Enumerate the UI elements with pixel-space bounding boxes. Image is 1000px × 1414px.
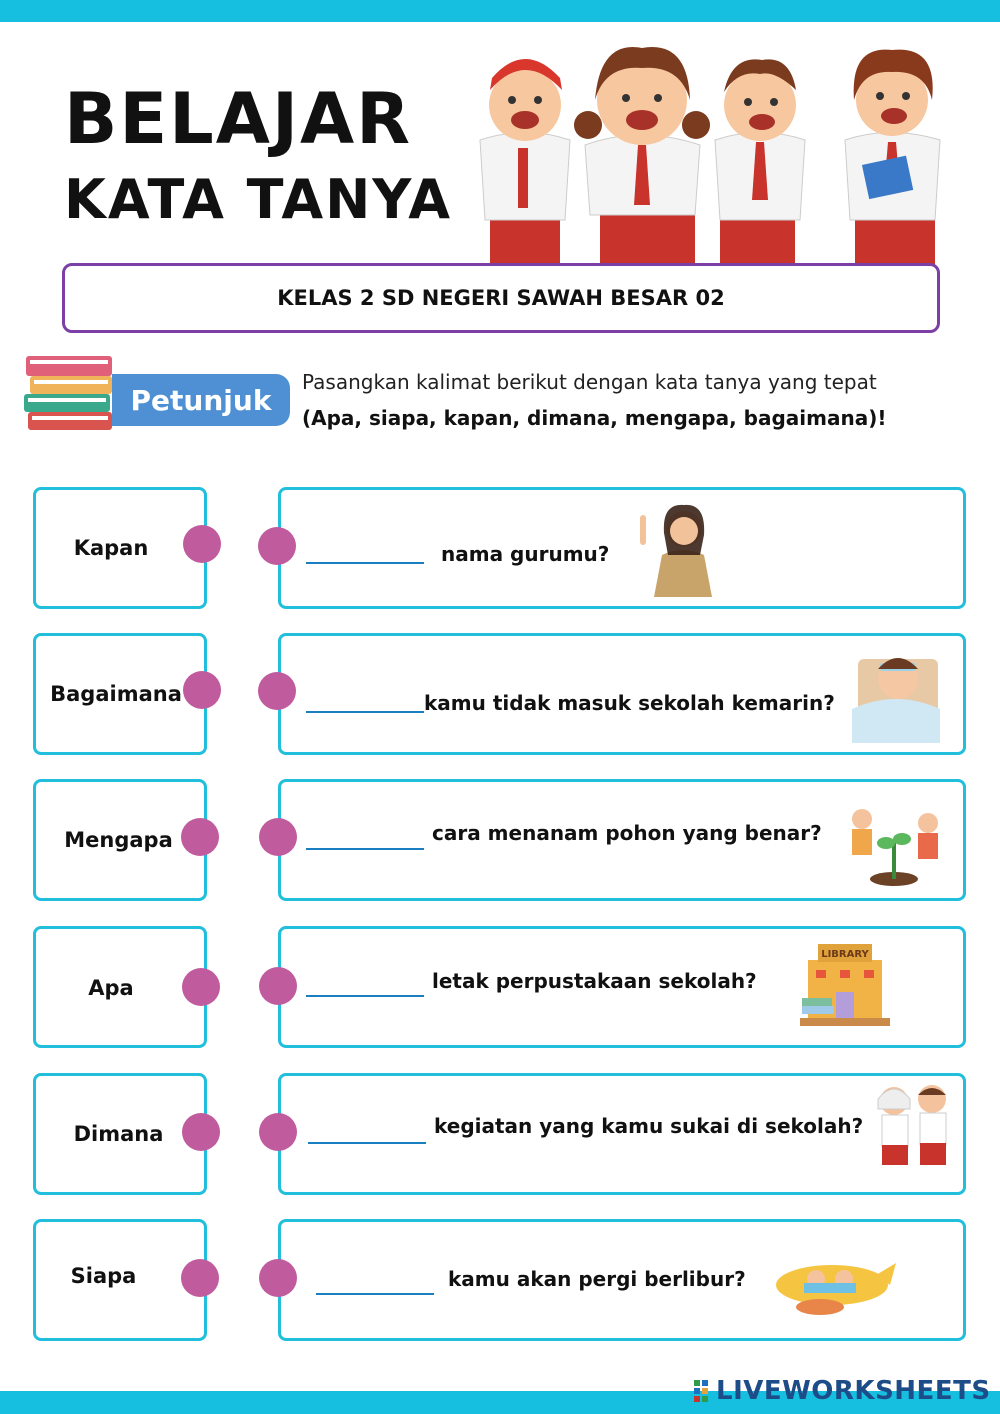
instruction-line2: (Apa, siapa, kapan, dimana, mengapa, bagaimana)! bbox=[302, 406, 887, 430]
blank-line bbox=[308, 1142, 426, 1144]
answer-word: Dimana bbox=[73, 1122, 164, 1146]
right-connector-dot[interactable] bbox=[258, 672, 296, 710]
question-text: cara menanam pohon yang benar? bbox=[432, 821, 822, 845]
left-connector-dot[interactable] bbox=[182, 1113, 220, 1151]
answer-box-kapan[interactable] bbox=[33, 487, 207, 609]
answer-word: Kapan bbox=[73, 536, 149, 560]
blank-line bbox=[306, 711, 424, 713]
answer-word: Apa bbox=[88, 976, 134, 1000]
question-box bbox=[278, 487, 966, 609]
sick-child-icon bbox=[848, 639, 944, 745]
right-connector-dot[interactable] bbox=[259, 818, 297, 856]
liveworksheets-logo-text: LIVEWORKSHEETS bbox=[716, 1376, 991, 1406]
liveworksheets-logo-icon bbox=[694, 1380, 716, 1402]
answer-box-bagaimana[interactable] bbox=[33, 633, 207, 755]
answer-box-apa[interactable] bbox=[33, 926, 207, 1048]
blank-line bbox=[306, 995, 424, 997]
match-row-5 bbox=[0, 1073, 1000, 1195]
left-connector-dot[interactable] bbox=[183, 671, 221, 709]
question-text: nama gurumu? bbox=[441, 542, 610, 566]
match-row-4 bbox=[0, 926, 1000, 1048]
library-sign-text: LIBRARY bbox=[821, 949, 869, 960]
right-connector-dot[interactable] bbox=[259, 1113, 297, 1151]
students-illustration bbox=[470, 30, 960, 265]
books-icon bbox=[22, 348, 122, 438]
students-icon bbox=[868, 1079, 960, 1179]
answer-word: Bagaimana bbox=[50, 682, 182, 706]
match-row-3 bbox=[0, 779, 1000, 901]
planting-kids-icon bbox=[836, 803, 952, 889]
match-row-2 bbox=[0, 633, 1000, 755]
match-row-6 bbox=[0, 1219, 1000, 1341]
match-row-1 bbox=[0, 487, 1000, 609]
instruction-line1: Pasangkan kalimat berikut dengan kata tanya yang tepat bbox=[302, 370, 877, 394]
left-connector-dot[interactable] bbox=[181, 818, 219, 856]
page-title-line1: BELAJAR bbox=[64, 78, 413, 160]
teacher-icon bbox=[632, 495, 732, 597]
left-connector-dot[interactable] bbox=[183, 525, 221, 563]
question-text: kamu akan pergi berlibur? bbox=[448, 1267, 746, 1291]
blank-line bbox=[316, 1293, 434, 1295]
class-label-box bbox=[62, 263, 940, 333]
right-connector-dot[interactable] bbox=[259, 967, 297, 1005]
airplane-icon bbox=[770, 1255, 898, 1321]
answer-word: Mengapa bbox=[64, 828, 173, 852]
left-connector-dot[interactable] bbox=[181, 1259, 219, 1297]
question-text: kamu tidak masuk sekolah kemarin? bbox=[424, 691, 835, 715]
petunjuk-label: Petunjuk bbox=[130, 383, 272, 417]
blank-line bbox=[306, 848, 424, 850]
question-text: kegiatan yang kamu sukai di sekolah? bbox=[434, 1114, 864, 1138]
right-connector-dot[interactable] bbox=[258, 527, 296, 565]
page-title-line2: KATA TANYA bbox=[64, 168, 453, 231]
liveworksheets-logo[interactable] bbox=[694, 1376, 991, 1406]
answer-box-dimana[interactable] bbox=[33, 1073, 207, 1195]
blank-line bbox=[306, 562, 424, 564]
left-connector-dot[interactable] bbox=[182, 968, 220, 1006]
question-text: letak perpustakaan sekolah? bbox=[432, 969, 757, 993]
library-icon bbox=[800, 942, 890, 1028]
top-accent-bar bbox=[0, 0, 1000, 22]
answer-word: Siapa bbox=[70, 1264, 137, 1288]
class-label: KELAS 2 SD NEGERI SAWAH BESAR 02 bbox=[277, 286, 725, 310]
petunjuk-badge bbox=[112, 374, 290, 426]
right-connector-dot[interactable] bbox=[259, 1259, 297, 1297]
